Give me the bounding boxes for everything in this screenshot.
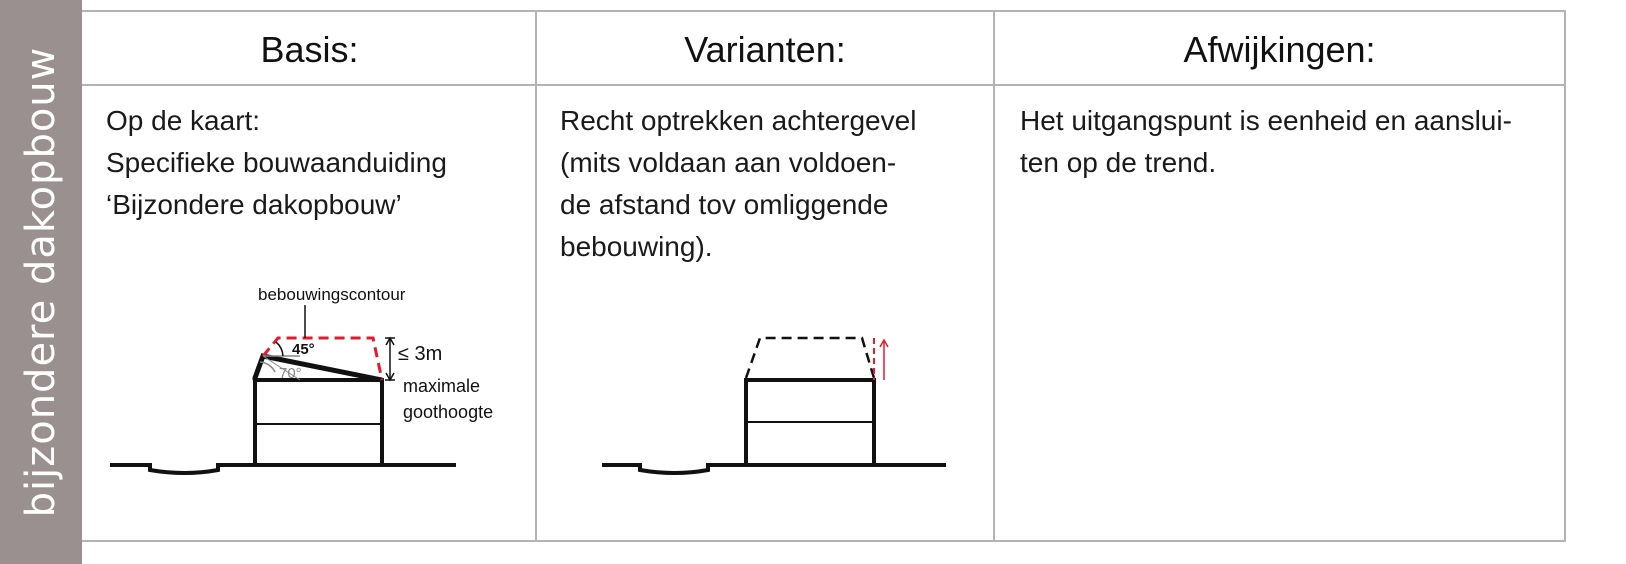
sidebar-label: bijzondere dakopbouw [18,46,64,518]
roof [255,356,382,380]
column-header-afwijkingen: Afwijkingen: [1183,29,1376,70]
text-line: de afstand tov omliggende [560,189,889,220]
angle-70-label: 70° [279,365,302,382]
eave-label-1: maximale [403,376,481,396]
eave-label-2: goothoogte [403,402,494,422]
text-line: Recht optrekken achtergevel [560,105,917,136]
text-line: ten op de trend. [1020,147,1217,178]
text-line: bebouwing). [560,231,713,262]
diagram-varianten [602,338,946,473]
text-line: (mits voldaan aan voldoen- [560,147,897,178]
column-header-varianten: Varianten: [684,29,846,70]
height-label: ≤ 3m [398,343,443,365]
building-body [255,380,382,465]
text-line: Specifieke bouwaanduiding [106,147,447,178]
text-line: Op de kaart: [106,105,261,136]
text-line: Het uitgangspunt is eenheid en aanslui- [1020,105,1512,136]
contour-label: bebouwingscontour [258,285,406,304]
contour-varianten [746,338,874,378]
angle-45-label: 45° [292,341,315,358]
text-line: ‘Bijzondere dakopbouw’ [106,189,402,220]
column-header-basis: Basis: [260,29,359,70]
